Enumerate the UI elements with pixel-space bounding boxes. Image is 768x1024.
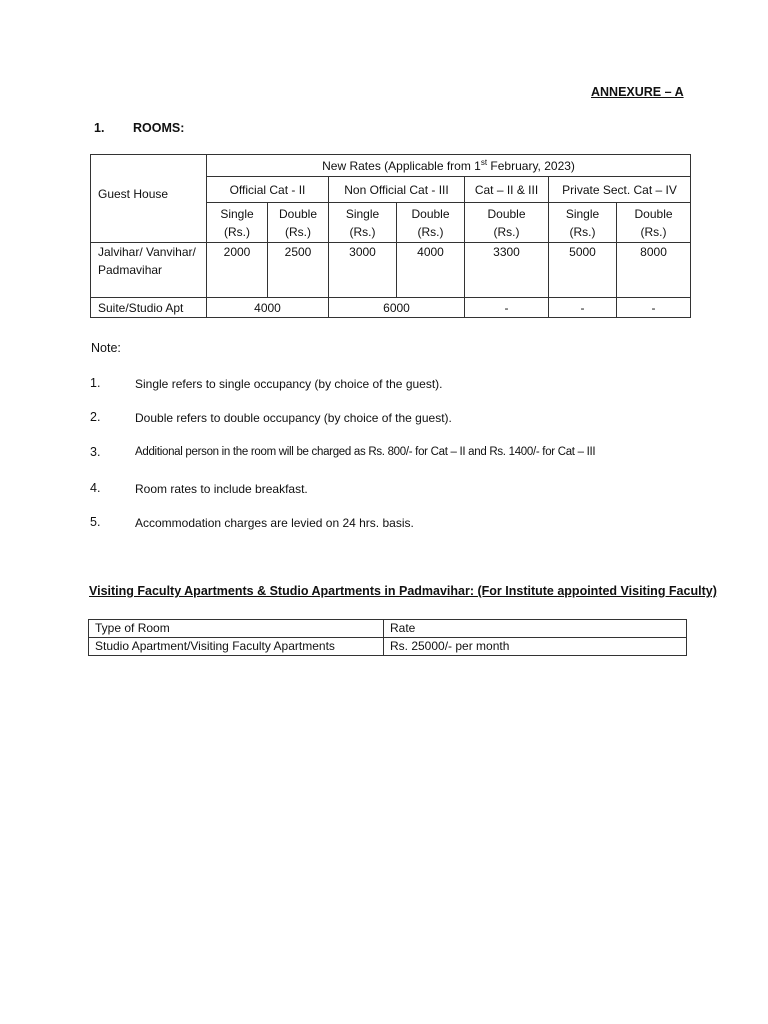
note-number: 2. [90, 410, 101, 424]
section-number: 1. [94, 121, 105, 135]
note-number: 1. [90, 376, 101, 390]
category-official: Official Cat - II [207, 177, 329, 203]
note-number: 4. [90, 481, 101, 495]
note-label: Note: [91, 341, 121, 355]
annexure-heading: ANNEXURE – A [591, 85, 684, 99]
subheader-cell: Double (Rs.) [617, 203, 691, 243]
rate-cell: 6000 [329, 298, 465, 318]
room-type-cell: Studio Apartment/Visiting Faculty Apartments [89, 638, 384, 656]
guest-house-corner [91, 155, 207, 177]
table-row [91, 298, 691, 318]
rate-cell: 4000 [397, 243, 465, 298]
note-text: Additional person in the room will be charged as Rs. 800/- for Cat – II and Rs. 1400/- for Cat – III [135, 446, 596, 458]
category-private: Private Sect. Cat – IV [549, 177, 691, 203]
guest-house-name: Suite/Studio Apt [91, 298, 207, 318]
rate-cell: 8000 [617, 243, 691, 298]
rate-cell: 5000 [549, 243, 617, 298]
faculty-section-title: Visiting Faculty Apartments & Studio Apartments in Padmavihar: (For Institute appointed Visiting Faculty) [89, 584, 717, 598]
rate-cell: 2000 [207, 243, 268, 298]
guest-house-label: Guest House [98, 186, 169, 201]
title-sup: st [480, 157, 488, 167]
note-text: Accommodation charges are levied on 24 hrs. basis. [135, 516, 414, 530]
table-header-row [89, 620, 687, 638]
subheader-cell: Double (Rs.) [397, 203, 465, 243]
title-prefix: New Rates (Applicable from 1 [322, 158, 481, 173]
rate-cell: - [617, 298, 691, 318]
category-cat-ii-iii: Cat – II & III [465, 177, 549, 203]
subheader-cell: Double (Rs.) [465, 203, 549, 243]
rate-cell: 3000 [329, 243, 397, 298]
rate-cell: 2500 [268, 243, 329, 298]
subheader-row [91, 203, 691, 243]
category-nonofficial: Non Official Cat - III [329, 177, 465, 203]
subheader-cell: Single (Rs.) [207, 203, 268, 243]
header-type-of-room: Type of Room [89, 620, 384, 638]
note-text: Double refers to double occupancy (by choice of the guest). [135, 411, 452, 425]
category-row [91, 177, 691, 203]
table-row [89, 638, 687, 656]
faculty-apartments-table [88, 619, 687, 656]
subheader-cell: Double (Rs.) [268, 203, 329, 243]
guest-house-blank [91, 203, 207, 243]
rate-cell: 3300 [465, 243, 549, 298]
table-title-row [91, 155, 691, 177]
subheader-cell: Single (Rs.) [329, 203, 397, 243]
note-text: Single refers to single occupancy (by choice of the guest). [135, 377, 443, 391]
note-number: 3. [90, 445, 101, 459]
rate-cell: - [465, 298, 549, 318]
table-row [91, 243, 691, 298]
note-number: 5. [90, 515, 101, 529]
new-rates-title [207, 155, 691, 177]
guest-house-name: Jalvihar/ Vanvihar/ Padmavihar [91, 243, 207, 298]
rate-value-cell: Rs. 25000/- per month [384, 638, 687, 656]
rate-cell: - [549, 298, 617, 318]
note-text: Room rates to include breakfast. [135, 482, 308, 496]
room-rates-table [90, 154, 691, 318]
rate-cell: 4000 [207, 298, 329, 318]
guest-house-label-cell [91, 177, 207, 203]
header-rate: Rate [384, 620, 687, 638]
section-title: ROOMS: [133, 121, 185, 135]
title-suffix: February, 2023) [487, 158, 575, 173]
subheader-cell: Single (Rs.) [549, 203, 617, 243]
